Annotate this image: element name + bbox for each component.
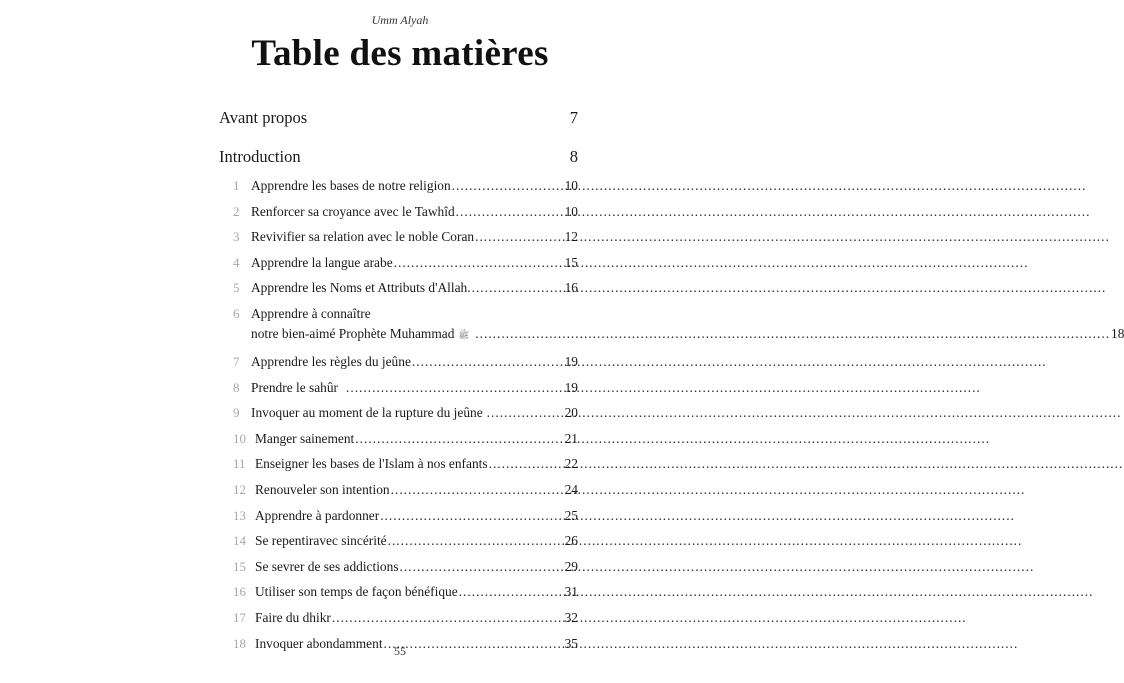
toc-number: 7: [233, 353, 240, 369]
toc-number: 13: [233, 507, 246, 523]
dot-leader: [412, 352, 564, 372]
toc-title: Renouveler son intention: [255, 481, 390, 497]
toc-page: 31: [564, 584, 578, 600]
toc-item: [233, 478, 578, 504]
toc-number: 18: [233, 635, 246, 651]
toc-item: [233, 200, 578, 226]
toc-item: [233, 452, 578, 478]
toc-item: [233, 276, 578, 302]
toc-title: Apprendre les règles du jeûne: [251, 353, 411, 369]
dot-leader: [452, 176, 564, 196]
toc-number: 9: [233, 405, 240, 421]
toc-title-continued: notre bien-aimé Prophète Muhammad: [251, 325, 455, 341]
toc-page: 12: [564, 229, 578, 245]
toc-title: Apprendre les bases de notre religion: [251, 178, 451, 193]
toc-title: Invoquer au moment de la rupture du jeûne: [251, 405, 483, 421]
section-introduction: [219, 147, 578, 167]
toc-number: 6: [233, 305, 240, 321]
dot-leader: [475, 324, 1110, 344]
toc-item: [233, 504, 578, 530]
toc-number: 4: [233, 254, 240, 270]
dot-leader: [332, 608, 564, 628]
toc-title: Enseigner les bases de l'Islam à nos enfants: [255, 456, 488, 472]
toc-page: 10: [564, 178, 578, 193]
toc-item: [233, 302, 1124, 350]
section-label: Introduction: [219, 147, 301, 166]
toc-page: 10: [564, 203, 578, 219]
toc-number: 12: [233, 481, 246, 497]
toc-number: 17: [233, 609, 246, 625]
toc-number: 10: [233, 430, 246, 446]
toc-page: 25: [564, 507, 578, 523]
dot-leader: [487, 403, 564, 423]
dot-leader: [472, 278, 564, 298]
section-label: Avant propos: [219, 108, 308, 127]
dot-leader: [489, 454, 564, 474]
toc-page: 18: [1111, 325, 1124, 341]
toc-item: [233, 555, 578, 581]
toc-page: 22: [564, 456, 578, 472]
dot-leader: [391, 480, 564, 500]
toc-number: 5: [233, 280, 240, 296]
toc-title: Apprendre les Noms et Attributs d'Allah.: [251, 280, 471, 296]
toc-page: 19: [564, 379, 578, 395]
dot-leader: [475, 227, 564, 247]
toc-title: Se repentiravec sincérité: [255, 533, 387, 549]
dot-leader: [456, 202, 564, 222]
toc-page: 24: [564, 481, 578, 497]
toc-page: 20: [564, 405, 578, 421]
toc-number: 8: [233, 379, 240, 395]
toc-page: 29: [564, 558, 578, 574]
toc-number: 16: [233, 584, 246, 600]
toc-title: Se sevrer de ses addictions: [255, 558, 399, 574]
toc-item: [233, 529, 578, 555]
toc-title: Prendre le sahûr: [251, 379, 339, 395]
section-page: 7: [569, 108, 578, 127]
section-page: 8: [569, 147, 578, 166]
toc-page: 21: [564, 430, 578, 446]
page-number: 55: [394, 644, 406, 658]
toc-title: Faire du dhikr: [255, 609, 331, 625]
dot-leader: [380, 506, 563, 526]
salutation-ornament-icon: ﷺ: [458, 329, 470, 340]
table-of-contents: [233, 174, 1124, 657]
toc-item: [233, 350, 578, 376]
toc-title: Apprendre à connaître: [251, 305, 371, 321]
toc-number: 11: [233, 456, 246, 472]
page-title: Table des matières: [251, 33, 549, 74]
toc-page: 35: [564, 635, 578, 651]
toc-item: [233, 401, 578, 427]
toc-page: 15: [564, 254, 578, 270]
toc-title: Invoquer abondamment: [255, 635, 383, 651]
dot-leader: [355, 429, 563, 449]
toc-title: Apprendre à pardonner: [255, 507, 380, 523]
toc-item: [233, 427, 578, 453]
toc-title: Manger sainement: [255, 430, 355, 446]
toc-number: 15: [233, 558, 246, 574]
toc-number: 1: [233, 178, 240, 193]
toc-item: [233, 606, 578, 632]
dot-leader: [394, 253, 564, 273]
toc-item: [233, 225, 578, 251]
dot-leader: [388, 531, 564, 551]
toc-title: Utiliser son temps de façon bénéfique: [255, 584, 458, 600]
toc-title: Renforcer sa croyance avec le Tawhîd: [251, 203, 455, 219]
toc-number: 2: [233, 203, 240, 219]
toc-number: 3: [233, 229, 240, 245]
dot-leader: [400, 557, 564, 577]
toc-page: 16: [564, 280, 578, 296]
dot-leader: [346, 378, 564, 398]
running-head: Umm Alyah: [371, 13, 429, 27]
dot-leader: [459, 582, 564, 602]
section-avant-propos: [219, 108, 578, 128]
toc-page: 26: [564, 533, 578, 549]
toc-page: 32: [564, 609, 578, 625]
toc-item: [233, 174, 578, 200]
toc-item: [233, 376, 578, 402]
toc-title: Apprendre la langue arabe: [251, 254, 393, 270]
toc-title: Revivifier sa relation avec le noble Coran: [251, 229, 475, 245]
toc-number: 14: [233, 533, 246, 549]
toc-page: 19: [564, 353, 578, 369]
toc-item: [233, 580, 578, 606]
toc-item: [233, 251, 578, 277]
